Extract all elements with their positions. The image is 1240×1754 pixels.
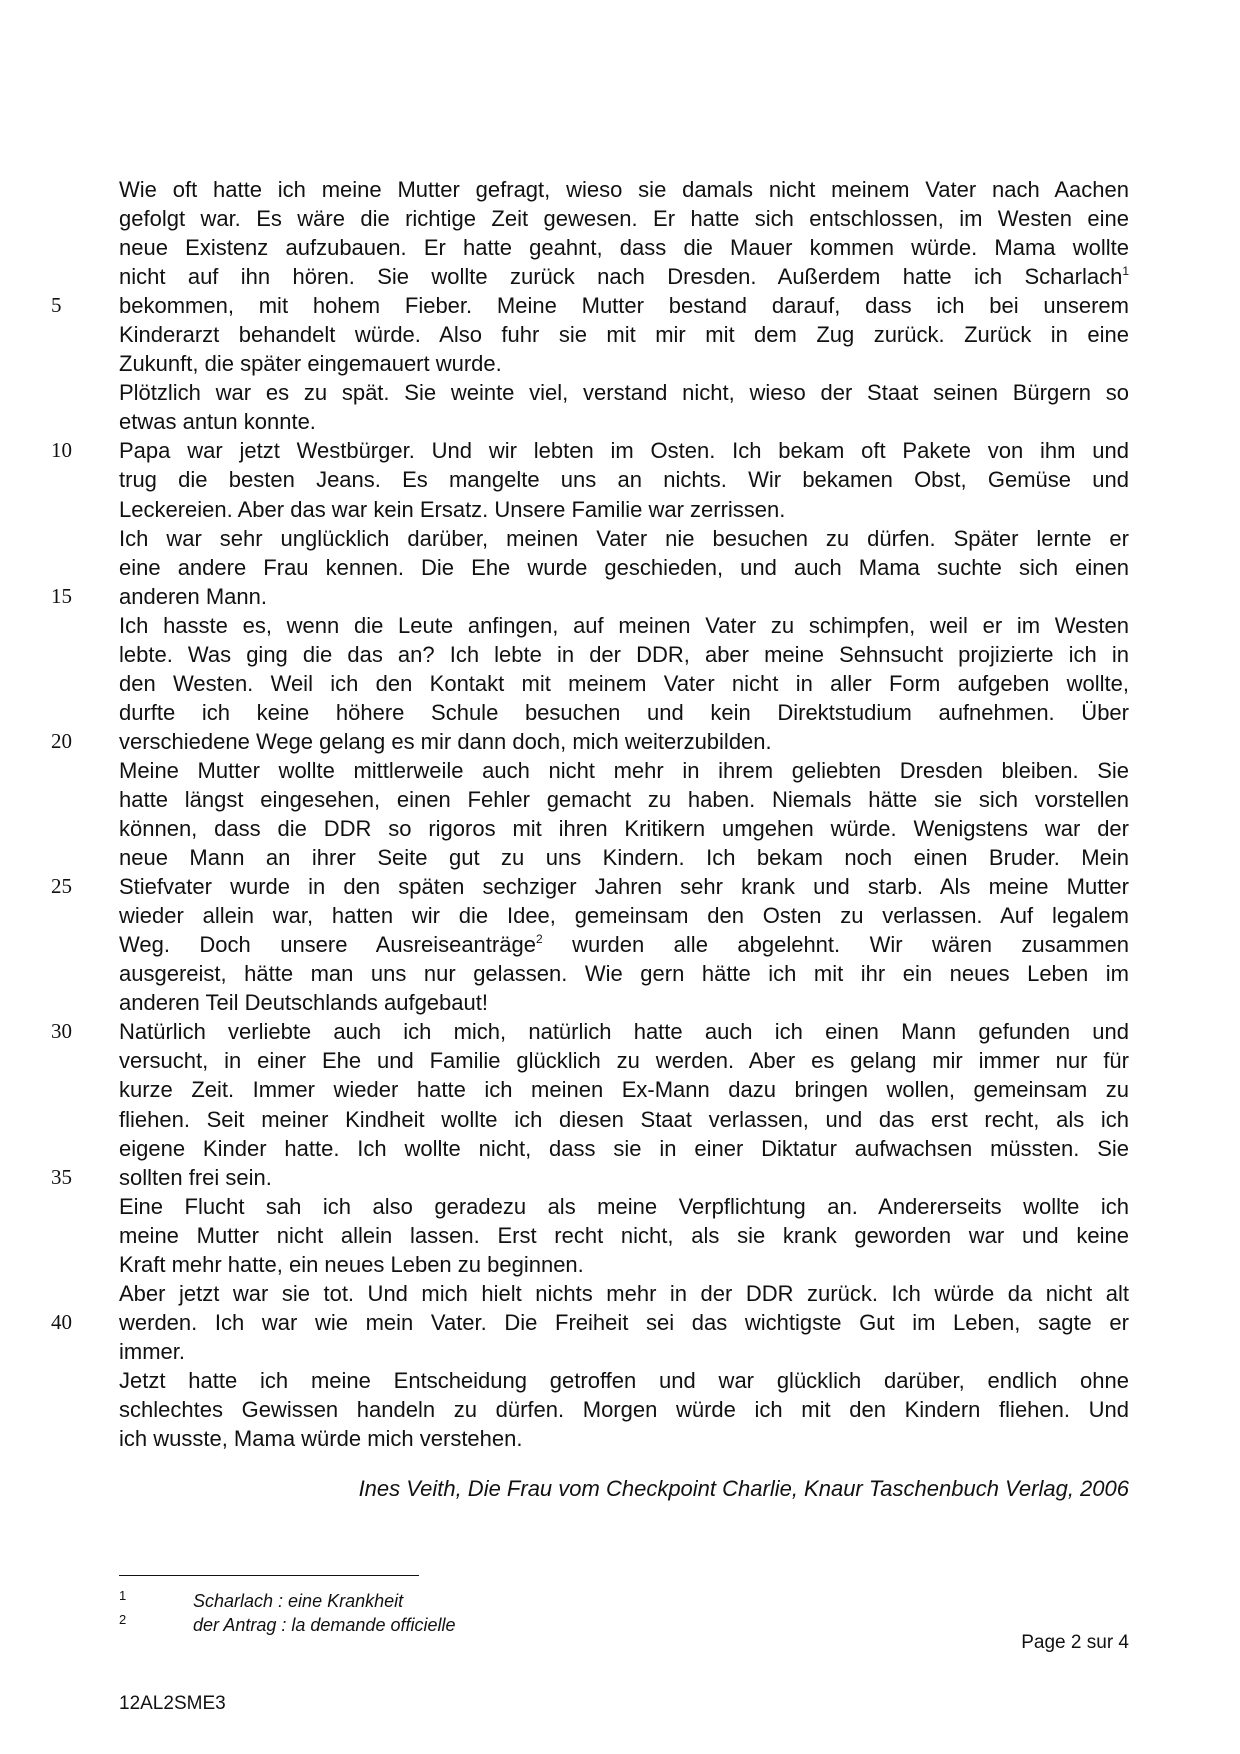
line-text: Stiefvater wurde in den späten sechziger Jahren sehr krank und starb. Als meine Mutter	[119, 874, 1129, 900]
text-line	[119, 1046, 1129, 1075]
line-text: anderen Teil Deutschlands aufgebaut!	[119, 990, 488, 1016]
text-line	[119, 1221, 1129, 1250]
line-text: eine andere Frau kennen. Die Ehe wurde geschieden, und auch Mama suchte sich einen	[119, 554, 1129, 580]
line-text: fliehen. Seit meiner Kindheit wollte ich diesen Staat verlassen, und das erst recht, als ich	[119, 1106, 1129, 1132]
line-text: Natürlich verliebte auch ich mich, natürlich hatte auch ich einen Mann gefunden und	[119, 1019, 1129, 1045]
text-line	[119, 553, 1129, 582]
line-text: anderen Mann.	[119, 583, 267, 609]
text-line	[119, 407, 1129, 436]
line-text: ich wusste, Mama würde mich verstehen.	[119, 1426, 523, 1452]
text-line	[51, 727, 1129, 756]
text-line	[119, 1105, 1129, 1134]
line-text: Aber jetzt war sie tot. Und mich hielt nichts mehr in der DDR zurück. Ich würde da nicht alt	[119, 1280, 1129, 1306]
line-text: können, dass die DDR so rigoros mit ihren Kritikern umgehen würde. Wenigstens war der	[119, 816, 1129, 842]
line-text: Ich war sehr unglücklich darüber, meinen Vater nie besuchen zu dürfen. Später lernte er	[119, 525, 1129, 551]
text-line	[119, 378, 1129, 407]
document-code: 12AL2SME3	[119, 1693, 226, 1714]
line-text: bekommen, mit hohem Fieber. Meine Mutter bestand darauf, dass ich bei unserem	[119, 293, 1129, 319]
text-line	[119, 524, 1129, 553]
line-text: ausgereist, hätte man uns nur gelassen. Wie gern hätte ich mit ihr ein neues Leben im	[119, 961, 1129, 987]
line-text: kurze Zeit. Immer wieder hatte ich meinen Ex-Mann dazu bringen wollen, gemeinsam zu	[119, 1077, 1129, 1103]
footnote-divider	[119, 1575, 419, 1576]
footnote-number: 2	[119, 1612, 127, 1627]
footnote-marker: 1	[1122, 264, 1129, 279]
text-line	[51, 582, 1129, 611]
line-number: 15	[51, 583, 72, 608]
line-text: neue Existenz aufzubauen. Er hatte geahnt, dass die Mauer kommen würde. Mama wollte	[119, 235, 1129, 261]
text-line	[119, 611, 1129, 640]
text-line	[119, 756, 1129, 785]
line-text-continued: wurden alle abgelehnt. Wir wären zusammen	[542, 932, 1129, 958]
line-text: Ich hasste es, wenn die Leute anfingen, auf meinen Vater zu schimpfen, weil er im Westen	[119, 612, 1129, 638]
text-line	[51, 291, 1129, 320]
text-line	[51, 872, 1129, 901]
line-text: Meine Mutter wollte mittlerweile auch nicht mehr in ihrem geliebten Dresden bleiben. Sie	[119, 757, 1129, 783]
line-text: nicht auf ihn hören. Sie wollte zurück nach Dresden. Außerdem hatte ich Scharlach	[119, 264, 1123, 290]
text-line	[119, 349, 1129, 378]
line-text: etwas antun konnte.	[119, 409, 316, 435]
text-line	[51, 1163, 1129, 1192]
line-text: immer.	[119, 1338, 185, 1364]
line-text: Wie oft hatte ich meine Mutter gefragt, wieso sie damals nicht meinem Vater nach Aachen	[119, 177, 1129, 202]
line-text: sollten frei sein.	[119, 1164, 272, 1190]
text-line	[51, 436, 1129, 465]
text-line	[119, 959, 1129, 988]
line-number: 5	[51, 293, 62, 318]
line-text: Jetzt hatte ich meine Entscheidung getroffen und war glücklich darüber, endlich ohne	[119, 1367, 1129, 1393]
line-number: 35	[51, 1164, 72, 1189]
line-text: Papa war jetzt Westbürger. Und wir lebten im Osten. Ich bekam oft Pakete von ihm und	[119, 438, 1129, 464]
text-line	[119, 814, 1129, 843]
body-text	[51, 175, 1129, 1453]
text-line	[51, 1308, 1129, 1337]
line-text: versucht, in einer Ehe und Familie glücklich zu werden. Aber es gelang mir immer nur für	[119, 1048, 1129, 1074]
text-line	[119, 1424, 1129, 1453]
text-line	[119, 262, 1129, 291]
text-line	[119, 1192, 1129, 1221]
line-text: gefolgt war. Es wäre die richtige Zeit gewesen. Er hatte sich entschlossen, im Westen eine	[119, 206, 1129, 232]
text-line	[119, 233, 1129, 262]
text-line	[119, 465, 1129, 494]
text-line	[119, 988, 1129, 1017]
text-line	[119, 1337, 1129, 1366]
text-line	[51, 1017, 1129, 1046]
line-text: den Westen. Weil ich den Kontakt mit meinem Vater nicht in aller Form aufgeben wollte,	[119, 670, 1129, 696]
line-text: Plötzlich war es zu spät. Sie weinte viel, verstand nicht, wieso der Staat seinen Bürgern so	[119, 380, 1129, 406]
text-line	[119, 175, 1129, 204]
text-line	[119, 901, 1129, 930]
text-line	[119, 669, 1129, 698]
text-line	[119, 785, 1129, 814]
footnote-marker: 2	[535, 932, 543, 947]
text-line	[119, 1366, 1129, 1395]
text-line	[119, 1134, 1129, 1163]
footnote-text: Scharlach : eine Krankheit	[193, 1591, 404, 1611]
text-line	[119, 843, 1129, 872]
footnote-text: der Antrag : la demande officielle	[193, 1615, 456, 1635]
text-line	[119, 320, 1129, 349]
line-text: lebte. Was ging die das an? Ich lebte in der DDR, aber meine Sehnsucht projizierte ich in	[119, 641, 1129, 667]
line-text: Kraft mehr hatte, ein neues Leben zu beginnen.	[119, 1251, 584, 1277]
line-text: Eine Flucht sah ich also geradezu als meine Verpflichtung an. Andererseits wollte ich	[119, 1193, 1129, 1219]
line-text: durfte ich keine höhere Schule besuchen und kein Direktstudium aufnehmen. Über	[119, 699, 1129, 725]
text-line	[119, 1279, 1129, 1308]
line-number: 20	[51, 728, 72, 753]
line-text: werden. Ich war wie mein Vater. Die Freiheit sei das wichtigste Gut im Leben, sagte er	[119, 1309, 1129, 1335]
line-text: neue Mann an ihrer Seite gut zu uns Kindern. Ich bekam noch einen Bruder. Mein	[119, 845, 1129, 871]
text-line	[119, 640, 1129, 669]
line-text: Zukunft, die später eingemauert wurde.	[119, 351, 502, 377]
source-citation: Ines Veith, Die Frau vom Checkpoint Charlie, Knaur Taschenbuch Verlag, 2006	[358, 1476, 1129, 1501]
text-line	[119, 1250, 1129, 1279]
line-text: hatte längst eingesehen, einen Fehler gemacht zu haben. Niemals hätte sie sich vorstellen	[119, 786, 1129, 812]
text-line	[119, 204, 1129, 233]
line-text: Weg. Doch unsere Ausreiseanträge	[119, 932, 536, 958]
text-line	[119, 698, 1129, 727]
page-number: Page 2 sur 4	[1021, 1632, 1129, 1653]
line-text: meine Mutter nicht allein lassen. Erst recht nicht, als sie krank geworden war und keine	[119, 1222, 1129, 1248]
line-text: eigene Kinder hatte. Ich wollte nicht, dass sie in einer Diktatur aufwachsen müssten. Sie	[119, 1135, 1129, 1161]
line-number: 30	[51, 1019, 72, 1044]
text-line	[119, 1075, 1129, 1104]
line-text: trug die besten Jeans. Es mangelte uns an nichts. Wir bekamen Obst, Gemüse und	[119, 467, 1129, 493]
line-text: schlechtes Gewissen handeln zu dürfen. Morgen würde ich mit den Kindern fliehen. Und	[119, 1396, 1129, 1422]
line-number: 25	[51, 874, 72, 899]
footnote-number: 1	[119, 1588, 127, 1603]
line-text: wieder allein war, hatten wir die Idee, gemeinsam den Osten zu verlassen. Auf legalem	[119, 903, 1129, 929]
line-text: Leckereien. Aber das war kein Ersatz. Unsere Familie war zerrissen.	[119, 496, 786, 522]
line-text: Kinderarzt behandelt würde. Also fuhr sie mit mir mit dem Zug zurück. Zurück in eine	[119, 322, 1129, 348]
line-number: 40	[51, 1309, 72, 1334]
line-text: verschiedene Wege gelang es mir dann doch, mich weiterzubilden.	[119, 728, 772, 754]
text-line	[119, 495, 1129, 524]
text-line	[119, 930, 1129, 959]
line-number: 10	[51, 438, 72, 463]
text-line	[119, 1395, 1129, 1424]
